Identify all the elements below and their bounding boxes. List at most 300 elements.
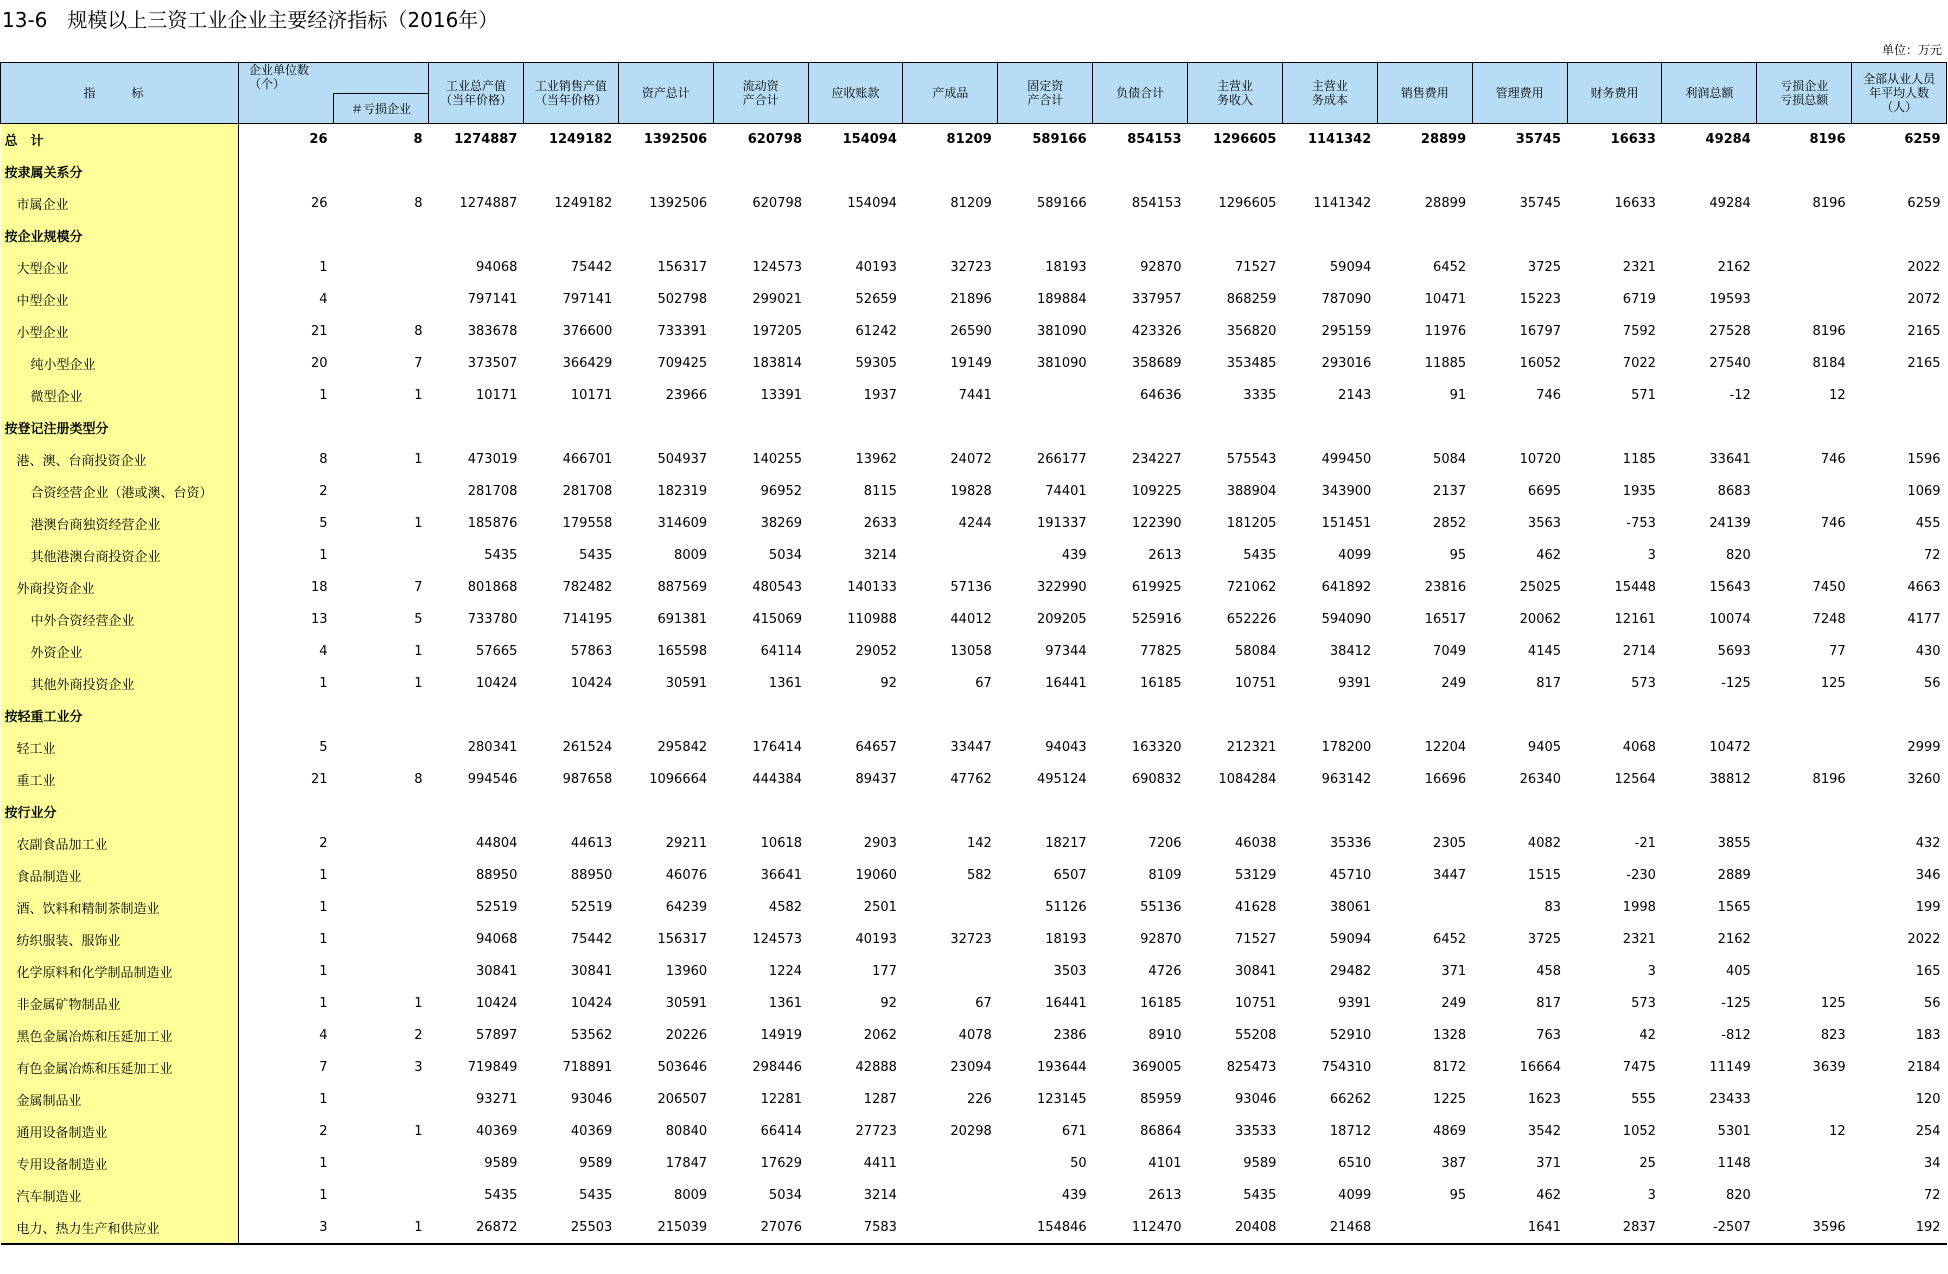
table-cell: 254 bbox=[1915, 1124, 1941, 1139]
table-cell: 156317 bbox=[657, 260, 708, 275]
table-cell bbox=[1282, 700, 1377, 732]
table-cell: 4101 bbox=[1148, 1156, 1182, 1171]
table-cell: 24072 bbox=[950, 452, 992, 467]
header-column: 固定资 产合计 bbox=[998, 63, 1093, 124]
table-cell: 16441 bbox=[1045, 676, 1087, 691]
table-cell: 4099 bbox=[1338, 1188, 1372, 1203]
table-cell: 28899 bbox=[1420, 132, 1467, 148]
table-cell: 59094 bbox=[1329, 260, 1372, 275]
table-row bbox=[1, 1212, 1947, 1244]
row-label: 按企业规模分 bbox=[1, 220, 239, 252]
table-cell: 2137 bbox=[1433, 484, 1467, 499]
table-cell: 299021 bbox=[752, 292, 803, 307]
table-cell: 820 bbox=[1725, 548, 1751, 563]
table-cell: 112470 bbox=[1093, 1212, 1188, 1244]
table-cell: 1392506 bbox=[649, 196, 708, 211]
table-cell: 249 bbox=[1441, 996, 1467, 1011]
table-cell: 10424 bbox=[570, 996, 613, 1011]
table-cell: 854153 bbox=[1131, 196, 1182, 211]
table-cell: 620798 bbox=[747, 132, 803, 148]
table-cell: 10424 bbox=[570, 676, 613, 691]
table-cell: 439 bbox=[1061, 1188, 1087, 1203]
table-cell: 3 bbox=[1647, 548, 1656, 563]
table-cell: 1 bbox=[414, 1124, 423, 1139]
table-cell: 1141342 bbox=[1313, 196, 1372, 211]
table-cell: 38061 bbox=[1329, 900, 1372, 915]
table-cell: 33447 bbox=[950, 740, 992, 755]
table-cell: 1392506 bbox=[643, 132, 708, 148]
table-row bbox=[1, 252, 1947, 284]
table-cell: 3335 bbox=[1243, 388, 1277, 403]
table-cell: 13960 bbox=[665, 964, 708, 979]
table-cell: 825473 bbox=[1226, 1060, 1277, 1075]
table-cell: 56 bbox=[1923, 996, 1941, 1011]
table-cell bbox=[1567, 796, 1662, 828]
table-cell: 9589 bbox=[484, 1156, 518, 1171]
table-cell: 122390 bbox=[1131, 516, 1182, 531]
table-cell: 34 bbox=[1923, 1156, 1941, 1171]
table-cell: 381090 bbox=[1037, 356, 1087, 371]
table-cell: 212321 bbox=[1226, 740, 1277, 755]
table-cell bbox=[1757, 700, 1852, 732]
table-cell bbox=[1662, 700, 1757, 732]
row-label: 港澳台商独资经营企业 bbox=[1, 508, 239, 540]
row-label: 合资经营企业（港或澳、台资） bbox=[1, 476, 239, 508]
table-cell: 35745 bbox=[1515, 132, 1562, 148]
table-cell bbox=[334, 892, 429, 924]
table-cell: 46038 bbox=[1235, 836, 1277, 851]
table-cell: 2613 bbox=[1148, 548, 1182, 563]
row-label: 汽车制造业 bbox=[1, 1180, 239, 1212]
table-cell: 3855 bbox=[1717, 836, 1751, 851]
table-cell bbox=[1757, 252, 1852, 284]
table-cell: 27540 bbox=[1709, 356, 1751, 371]
table-row bbox=[1, 988, 1947, 1020]
table-cell bbox=[334, 412, 429, 444]
table-row bbox=[1, 412, 1947, 444]
table-cell bbox=[1567, 700, 1662, 732]
table-cell: 226 bbox=[966, 1092, 992, 1107]
row-label: 重工业 bbox=[1, 764, 239, 796]
table-cell: 12281 bbox=[760, 1092, 803, 1107]
table-cell: 8683 bbox=[1717, 484, 1751, 499]
table-cell: 19149 bbox=[950, 356, 992, 371]
table-cell: 2162 bbox=[1717, 932, 1751, 947]
table-cell: 17629 bbox=[760, 1156, 803, 1171]
table-cell bbox=[903, 1148, 998, 1180]
table-cell bbox=[1282, 220, 1377, 252]
table-cell: 72 bbox=[1923, 1188, 1941, 1203]
table-cell: 358689 bbox=[1131, 356, 1182, 371]
table-cell: 21 bbox=[310, 772, 328, 787]
table-cell: 1249182 bbox=[548, 132, 613, 148]
table-cell: 4 bbox=[319, 644, 328, 659]
table-cell: 154846 bbox=[998, 1212, 1093, 1244]
table-cell: 57136 bbox=[950, 580, 992, 595]
table-cell: 619925 bbox=[1131, 580, 1182, 595]
table-cell: -753 bbox=[1626, 516, 1656, 531]
table-cell: 12204 bbox=[1424, 740, 1467, 755]
table-cell: 86864 bbox=[1140, 1124, 1182, 1139]
table-cell: 963142 bbox=[1321, 772, 1372, 787]
table-cell: 21896 bbox=[950, 292, 992, 307]
table-cell bbox=[1567, 220, 1662, 252]
table-cell bbox=[998, 796, 1093, 828]
table-cell: 281708 bbox=[467, 484, 518, 499]
table-cell: 177 bbox=[872, 964, 897, 979]
table-row bbox=[1, 796, 1947, 828]
table-cell: 322990 bbox=[1037, 580, 1087, 595]
table-cell: 295842 bbox=[657, 740, 708, 755]
header-column: 利润总额 bbox=[1662, 63, 1757, 124]
table-cell: 29211 bbox=[665, 836, 708, 851]
table-row bbox=[1, 380, 1947, 412]
table-cell: 8 bbox=[413, 132, 423, 148]
table-cell: 3563 bbox=[1527, 516, 1562, 531]
table-cell: 26340 bbox=[1519, 772, 1562, 787]
table-cell: 6719 bbox=[1622, 292, 1656, 307]
table-cell: 77 bbox=[1829, 644, 1846, 659]
table-cell: 3503 bbox=[1053, 964, 1087, 979]
table-row bbox=[1, 604, 1947, 636]
table-cell bbox=[618, 220, 713, 252]
row-label: 专用设备制造业 bbox=[1, 1148, 239, 1180]
table-cell bbox=[1188, 412, 1283, 444]
table-cell: 817 bbox=[1536, 676, 1562, 691]
table-cell bbox=[713, 156, 808, 188]
table-cell: 3 bbox=[1647, 964, 1656, 979]
table-cell bbox=[1188, 156, 1283, 188]
table-cell: 573 bbox=[1631, 676, 1656, 691]
table-cell: 1 bbox=[319, 388, 328, 403]
table-cell: 4663 bbox=[1907, 580, 1941, 595]
table-cell: 373507 bbox=[467, 356, 518, 371]
table-cell: 2165 bbox=[1907, 324, 1941, 339]
table-cell: 10424 bbox=[476, 676, 518, 691]
table-cell: 234227 bbox=[1131, 452, 1182, 467]
table-cell: 15643 bbox=[1709, 580, 1751, 595]
table-cell: 178200 bbox=[1321, 740, 1372, 755]
table-row bbox=[1, 220, 1947, 252]
table-cell: 3725 bbox=[1527, 260, 1562, 275]
table-cell bbox=[1282, 156, 1377, 188]
table-cell bbox=[334, 956, 429, 988]
table-cell: 77825 bbox=[1140, 644, 1182, 659]
table-cell: 371 bbox=[1536, 1156, 1562, 1171]
table-cell: 67 bbox=[975, 676, 992, 691]
table-row bbox=[1, 1084, 1947, 1116]
table-cell: 8009 bbox=[674, 1188, 708, 1203]
table-cell: 6510 bbox=[1338, 1156, 1372, 1171]
table-cell: 193644 bbox=[1037, 1060, 1087, 1075]
table-row bbox=[1, 476, 1947, 508]
table-cell: 2 bbox=[414, 1028, 423, 1043]
table-cell: 1 bbox=[319, 996, 328, 1011]
table-cell: 4 bbox=[319, 292, 328, 307]
table-cell: 151451 bbox=[1321, 516, 1372, 531]
table-cell: 66262 bbox=[1329, 1092, 1372, 1107]
table-cell: 19593 bbox=[1709, 292, 1751, 307]
table-cell: 1641 bbox=[1472, 1212, 1567, 1244]
row-label: 农副食品加工业 bbox=[1, 828, 239, 860]
row-label: 中型企业 bbox=[1, 284, 239, 316]
table-cell: 5693 bbox=[1717, 644, 1751, 659]
table-cell: 94068 bbox=[476, 260, 518, 275]
table-cell bbox=[1093, 220, 1188, 252]
table-cell bbox=[713, 700, 808, 732]
table-cell: 18217 bbox=[1045, 836, 1087, 851]
table-cell: 64657 bbox=[855, 740, 897, 755]
table-cell: 8196 bbox=[1812, 324, 1846, 339]
table-cell bbox=[808, 796, 903, 828]
table-cell bbox=[429, 700, 524, 732]
table-cell: 1 bbox=[319, 964, 328, 979]
table-cell: 25 bbox=[1639, 1156, 1656, 1171]
table-cell: 7206 bbox=[1148, 836, 1182, 851]
table-cell: 94068 bbox=[476, 932, 518, 947]
table-cell: 51126 bbox=[1045, 900, 1087, 915]
table-cell bbox=[334, 284, 429, 316]
table-cell: 432 bbox=[1915, 836, 1941, 851]
table-cell: 1 bbox=[414, 452, 423, 467]
table-cell: 746 bbox=[1536, 388, 1562, 403]
table-cell: 582 bbox=[966, 868, 992, 883]
table-cell: 16696 bbox=[1424, 772, 1467, 787]
table-cell bbox=[1757, 156, 1852, 188]
row-label: 化学原料和化学制品制造业 bbox=[1, 956, 239, 988]
row-label: 港、澳、台商投资企业 bbox=[1, 444, 239, 476]
table-cell bbox=[429, 220, 524, 252]
table-cell: 8009 bbox=[674, 548, 708, 563]
table-cell bbox=[239, 700, 334, 732]
table-cell bbox=[903, 796, 998, 828]
table-cell: 3542 bbox=[1527, 1124, 1562, 1139]
table-cell: 480543 bbox=[752, 580, 803, 595]
table-cell: 35745 bbox=[1519, 196, 1562, 211]
table-cell: 42888 bbox=[855, 1060, 897, 1075]
table-cell: 7583 bbox=[808, 1212, 903, 1244]
table-row bbox=[1, 1180, 1947, 1212]
table-cell: 18 bbox=[310, 580, 328, 595]
table-cell bbox=[334, 1180, 429, 1212]
table-cell: 88950 bbox=[570, 868, 613, 883]
table-cell: 81209 bbox=[950, 196, 992, 211]
table-cell: 3596 bbox=[1757, 1212, 1852, 1244]
table-cell: 854153 bbox=[1127, 132, 1182, 148]
table-cell: 125 bbox=[1820, 676, 1846, 691]
table-cell bbox=[1472, 156, 1567, 188]
table-cell: 92870 bbox=[1140, 932, 1182, 947]
table-cell: 462 bbox=[1536, 1188, 1562, 1203]
table-cell: 1 bbox=[334, 1212, 429, 1244]
table-cell: 75442 bbox=[570, 260, 613, 275]
table-cell: 49284 bbox=[1709, 196, 1751, 211]
row-label: 其他港澳台商投资企业 bbox=[1, 540, 239, 572]
table-cell: 5034 bbox=[768, 1188, 803, 1203]
table-cell: 28899 bbox=[1424, 196, 1467, 211]
row-label: 通用设备制造业 bbox=[1, 1116, 239, 1148]
table-cell: 125 bbox=[1820, 996, 1846, 1011]
table-cell: 2143 bbox=[1338, 388, 1372, 403]
table-cell: 7592 bbox=[1622, 324, 1656, 339]
table-cell: 1141342 bbox=[1307, 132, 1372, 148]
table-cell: 5 bbox=[319, 516, 328, 531]
table-cell bbox=[1093, 796, 1188, 828]
table-cell: 165 bbox=[1915, 964, 1941, 979]
table-cell: 19828 bbox=[950, 484, 992, 499]
table-cell: 525916 bbox=[1131, 612, 1182, 627]
table-cell: 2321 bbox=[1622, 932, 1656, 947]
header-indicator: 指 标 bbox=[1, 63, 239, 124]
table-cell: 16517 bbox=[1424, 612, 1467, 627]
table-cell bbox=[1662, 220, 1757, 252]
table-cell: 337957 bbox=[1131, 292, 1182, 307]
table-cell: 10471 bbox=[1424, 292, 1467, 307]
table-cell bbox=[1757, 476, 1852, 508]
header-column: 应收账款 bbox=[808, 63, 903, 124]
row-label: 按行业分 bbox=[1, 796, 239, 828]
row-label: 按隶属关系分 bbox=[1, 156, 239, 188]
table-cell: 6259 bbox=[1907, 196, 1941, 211]
row-label: 非金属矿物制品业 bbox=[1, 988, 239, 1020]
unit-label: 单位：万元 bbox=[1881, 43, 1942, 57]
table-cell bbox=[1093, 156, 1188, 188]
table-cell bbox=[1377, 412, 1472, 444]
table-cell: 35336 bbox=[1329, 836, 1372, 851]
table-cell: 502798 bbox=[657, 292, 708, 307]
table-cell: 8196 bbox=[1812, 772, 1846, 787]
table-cell bbox=[618, 412, 713, 444]
table-cell bbox=[1188, 220, 1283, 252]
table-cell: 9391 bbox=[1338, 996, 1372, 1011]
table-cell: 7 bbox=[319, 1060, 328, 1075]
table-cell: 4099 bbox=[1338, 548, 1372, 563]
table-row bbox=[1, 1148, 1947, 1180]
header-column: 资产总计 bbox=[618, 63, 713, 124]
table-cell: 182319 bbox=[657, 484, 708, 499]
table-cell: 1296605 bbox=[1213, 132, 1277, 148]
table-cell: 67 bbox=[975, 996, 992, 1011]
table-cell: 2162 bbox=[1717, 260, 1751, 275]
table-cell: 12564 bbox=[1614, 772, 1656, 787]
table-cell: 183 bbox=[1915, 1028, 1941, 1043]
row-label: 黑色金属冶炼和压延加工业 bbox=[1, 1020, 239, 1052]
table-cell: 52910 bbox=[1329, 1028, 1372, 1043]
table-cell: 4078 bbox=[958, 1028, 992, 1043]
table-cell: 405 bbox=[1725, 964, 1751, 979]
table-cell: 9405 bbox=[1527, 740, 1562, 755]
table-cell: 41628 bbox=[1235, 900, 1277, 915]
table-cell: 1096664 bbox=[649, 772, 708, 787]
row-label: 总 计 bbox=[1, 124, 239, 156]
table-cell: 13058 bbox=[950, 644, 992, 659]
table-cell bbox=[239, 796, 334, 828]
table-cell bbox=[903, 540, 998, 572]
table-cell: 38812 bbox=[1709, 772, 1751, 787]
table-cell: 154094 bbox=[847, 196, 897, 211]
table-cell bbox=[334, 860, 429, 892]
table-cell bbox=[903, 700, 998, 732]
table-cell bbox=[618, 156, 713, 188]
table-cell: 369005 bbox=[1131, 1060, 1182, 1075]
table-cell: 620798 bbox=[752, 196, 803, 211]
table-cell: 26590 bbox=[950, 324, 992, 339]
table-cell: 5435 bbox=[1243, 1188, 1277, 1203]
header-column: 工业总产值 （当年价格） bbox=[429, 63, 524, 124]
table-cell bbox=[1188, 700, 1283, 732]
table-cell: 8184 bbox=[1812, 356, 1846, 371]
table-cell: 81209 bbox=[946, 132, 992, 148]
table-cell bbox=[429, 156, 524, 188]
table-cell bbox=[1852, 220, 1947, 252]
table-row bbox=[1, 348, 1947, 380]
row-label: 大型企业 bbox=[1, 252, 239, 284]
table-row bbox=[1, 1116, 1947, 1148]
table-cell: 5435 bbox=[579, 548, 613, 563]
table-cell: 3260 bbox=[1907, 772, 1941, 787]
table-cell: 25503 bbox=[523, 1212, 618, 1244]
table-cell: 12 bbox=[1829, 388, 1846, 403]
table-cell bbox=[1852, 380, 1947, 412]
table-row bbox=[1, 284, 1947, 316]
table-cell: 5084 bbox=[1433, 452, 1467, 467]
table-cell: 32723 bbox=[950, 260, 992, 275]
table-cell: 40369 bbox=[476, 1124, 518, 1139]
table-cell: 2714 bbox=[1622, 644, 1656, 659]
header-column: 亏损企业 亏损总额 bbox=[1757, 63, 1852, 124]
table-cell bbox=[1852, 796, 1947, 828]
table-cell: 13391 bbox=[760, 388, 803, 403]
row-label: 市属企业 bbox=[1, 188, 239, 220]
table-cell bbox=[334, 156, 429, 188]
table-cell: 59094 bbox=[1329, 932, 1372, 947]
table-cell: 18193 bbox=[1045, 932, 1087, 947]
table-row bbox=[1, 764, 1947, 796]
table-cell: 718891 bbox=[562, 1060, 613, 1075]
table-cell: 20408 bbox=[1188, 1212, 1283, 1244]
table-cell: 8 bbox=[319, 452, 328, 467]
table-row bbox=[1, 508, 1947, 540]
header-column: 负债合计 bbox=[1093, 63, 1188, 124]
table-cell: 987658 bbox=[562, 772, 613, 787]
table-cell: 165598 bbox=[657, 644, 708, 659]
table-cell bbox=[1662, 796, 1757, 828]
table-cell: 2072 bbox=[1907, 292, 1941, 307]
table-cell: 10424 bbox=[476, 996, 518, 1011]
row-label: 其他外商投资企业 bbox=[1, 668, 239, 700]
table-cell: 64636 bbox=[1140, 388, 1182, 403]
table-cell bbox=[523, 796, 618, 828]
table-cell: 16633 bbox=[1614, 196, 1656, 211]
table-cell: 709425 bbox=[657, 356, 708, 371]
table-cell: 1 bbox=[414, 644, 423, 659]
table-cell bbox=[1852, 412, 1947, 444]
table-cell: 15448 bbox=[1614, 580, 1656, 595]
table-cell bbox=[523, 700, 618, 732]
table-cell: 7475 bbox=[1622, 1060, 1656, 1075]
table-cell: 994546 bbox=[467, 772, 518, 787]
table-cell bbox=[334, 796, 429, 828]
table-cell: 91 bbox=[1449, 388, 1467, 403]
table-cell: 2321 bbox=[1622, 260, 1656, 275]
table-cell bbox=[903, 892, 998, 924]
table-cell bbox=[334, 220, 429, 252]
table-cell: 38269 bbox=[760, 516, 803, 531]
table-cell: 495124 bbox=[1037, 772, 1087, 787]
table-cell bbox=[1282, 412, 1377, 444]
table-cell: 64239 bbox=[665, 900, 708, 915]
table-cell: 503646 bbox=[657, 1060, 708, 1075]
